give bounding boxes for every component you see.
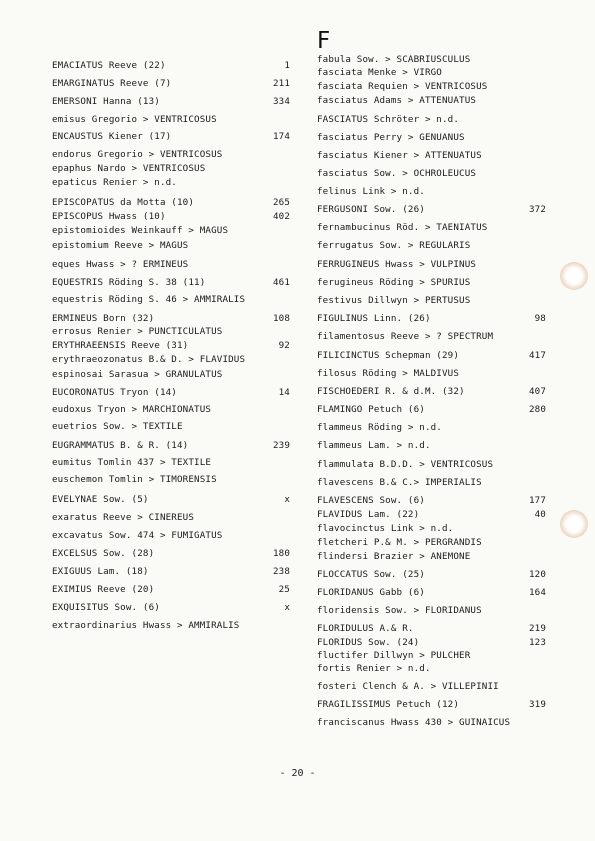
- index-entry: [52, 530, 290, 541]
- entry-number: x: [284, 494, 290, 505]
- entry-name: flindersi Brazier > ANEMONE: [317, 551, 471, 562]
- entry-name: EVELYNAE Sow. (5): [52, 494, 149, 505]
- entry-name: errosus Renier > PUNCTICULATUS: [52, 326, 223, 337]
- entry-name: fasciatus Adams > ATTENUATUS: [317, 95, 477, 106]
- entry-name: fosteri Clench & A. > VILLEPINII: [317, 681, 499, 692]
- index-entry: [52, 354, 290, 365]
- index-entry: [317, 295, 546, 306]
- index-entry: [52, 326, 290, 337]
- index-entry: [52, 340, 290, 351]
- punch-hole: [560, 262, 588, 290]
- index-entry: [317, 222, 546, 233]
- index-entry: [317, 350, 546, 361]
- index-entry: [52, 474, 290, 485]
- entry-number: 40: [534, 509, 546, 520]
- entry-name: epistomioides Weinkauff > MAGUS: [52, 225, 229, 236]
- index-entry: [52, 225, 290, 236]
- index-entry: [52, 584, 290, 595]
- index-entry: [317, 440, 546, 451]
- index-entry: [52, 404, 290, 415]
- index-entry: [317, 95, 546, 106]
- entry-number: 174: [272, 131, 290, 142]
- entry-number: 25: [278, 584, 290, 595]
- entry-name: fasciatus Perry > GENUANUS: [317, 132, 465, 143]
- index-entry: [52, 131, 290, 142]
- index-entry: [52, 620, 290, 631]
- entry-name: FIGULINUS Linn. (26): [317, 313, 431, 324]
- entry-name: ENCAUSTUS Kiener (17): [52, 131, 172, 142]
- index-entry: [52, 177, 290, 188]
- entry-name: fletcheri P.& M. > PERGRANDIS: [317, 537, 482, 548]
- index-entry: [317, 587, 546, 598]
- index-entry: [317, 459, 546, 470]
- index-entry: [52, 149, 290, 160]
- entry-number: 280: [528, 404, 546, 415]
- entry-name: eudoxus Tryon > MARCHIONATUS: [52, 404, 212, 415]
- entry-name: erythraeozonatus B.& D. > FLAVIDUS: [52, 354, 246, 365]
- entry-number: 372: [528, 204, 546, 215]
- entry-name: FASCIATUS Schröter > n.d.: [317, 114, 460, 125]
- entry-name: festivus Dillwyn > PERTUSUS: [317, 295, 471, 306]
- entry-name: FERGUSONI Sow. (26): [317, 204, 425, 215]
- entry-name: fasciata Menke > VIRGO: [317, 67, 442, 78]
- index-entry: [317, 277, 546, 288]
- page-number: - 20 -: [279, 768, 316, 779]
- index-entry: [317, 386, 546, 397]
- entry-name: excavatus Sow. 474 > FUMIGATUS: [52, 530, 223, 541]
- index-entry: [52, 421, 290, 432]
- entry-number: 265: [272, 197, 290, 208]
- entry-name: fluctifer Dillwyn > PULCHER: [317, 650, 471, 661]
- index-entry: [317, 717, 546, 728]
- entry-number: 123: [528, 637, 546, 648]
- index-entry: [317, 67, 546, 78]
- entry-name: floridensis Sow. > FLORIDANUS: [317, 605, 482, 616]
- entry-number: 14: [278, 387, 290, 398]
- index-entry: [52, 240, 290, 251]
- entry-number: 98: [534, 313, 546, 324]
- index-entry: [52, 78, 290, 89]
- entry-number: 461: [272, 277, 290, 288]
- entry-name: equestris Röding S. 46 > AMMIRALIS: [52, 294, 246, 305]
- index-entry: [317, 240, 546, 251]
- entry-name: ferrugatus Sow. > REGULARIS: [317, 240, 471, 251]
- section-letter-heading: F: [317, 28, 331, 54]
- entry-name: EMACIATUS Reeve (22): [52, 60, 166, 71]
- entry-name: EXIGUUS Lam. (18): [52, 566, 149, 577]
- index-entry: [317, 404, 546, 415]
- index-entry: [52, 60, 290, 71]
- entry-name: flammeus Lam. > n.d.: [317, 440, 431, 451]
- entry-name: extraordinarius Hwass > AMMIRALIS: [52, 620, 240, 631]
- index-entry: [52, 369, 290, 380]
- entry-name: FLAVESCENS Sow. (6): [317, 495, 425, 506]
- entry-name: endorus Gregorio > VENTRICOSUS: [52, 149, 223, 160]
- entry-name: filosus Röding > MALDIVUS: [317, 368, 460, 379]
- entry-number: 180: [272, 548, 290, 559]
- index-entry: [317, 605, 546, 616]
- entry-name: franciscanus Hwass 430 > GUINAICUS: [317, 717, 511, 728]
- entry-name: FLORIDUS Sow. (24): [317, 637, 420, 648]
- entry-name: FLAMINGO Petuch (6): [317, 404, 425, 415]
- entry-name: FLORIDULUS A.& R.: [317, 623, 414, 634]
- index-entry: [52, 457, 290, 468]
- index-entry: [317, 623, 546, 634]
- entry-number: 319: [528, 699, 546, 710]
- entry-number: 1: [284, 60, 290, 71]
- entry-name: ERYTHRAEENSIS Reeve (31): [52, 340, 189, 351]
- index-entry: [317, 368, 546, 379]
- entry-name: espinosai Sarasua > GRANULATUS: [52, 369, 223, 380]
- entry-name: FERRUGINEUS Hwass > VULPINUS: [317, 259, 477, 270]
- entry-name: filamentosus Reeve > ? SPECTRUM: [317, 331, 494, 342]
- entry-name: EPISCOPATUS da Motta (10): [52, 197, 195, 208]
- index-entry: [52, 494, 290, 505]
- entry-name: fasciatus Kiener > ATTENUATUS: [317, 150, 482, 161]
- entry-name: epistomium Reeve > MAGUS: [52, 240, 189, 251]
- index-entry: [52, 114, 290, 125]
- entry-name: EMARGINATUS Reeve (7): [52, 78, 172, 89]
- index-entry: [317, 537, 546, 548]
- entry-name: epaticus Renier > n.d.: [52, 177, 177, 188]
- index-entry: [52, 387, 290, 398]
- index-entry: [317, 259, 546, 270]
- index-entry: [317, 699, 546, 710]
- entry-name: EPISCOPUS Hwass (10): [52, 211, 166, 222]
- index-entry: [52, 566, 290, 577]
- entry-name: FRAGILISSIMUS Petuch (12): [317, 699, 460, 710]
- index-entry: [317, 650, 546, 661]
- entry-number: 238: [272, 566, 290, 577]
- entry-name: epaphus Nardo > VENTRICOSUS: [52, 163, 206, 174]
- index-entry: [317, 331, 546, 342]
- index-entry: [52, 313, 290, 324]
- entry-name: felinus Link > n.d.: [317, 186, 425, 197]
- entry-name: FLOCCATUS Sow. (25): [317, 569, 425, 580]
- index-entry: [317, 495, 546, 506]
- index-entry: [317, 569, 546, 580]
- entry-name: eques Hwass > ? ERMINEUS: [52, 259, 189, 270]
- index-entry: [52, 294, 290, 305]
- entry-name: flavescens B.& C.> IMPERIALIS: [317, 477, 482, 488]
- index-entry: [52, 440, 290, 451]
- entry-name: ferugineus Röding > SPURIUS: [317, 277, 471, 288]
- entry-name: fasciata Requien > VENTRICOSUS: [317, 81, 488, 92]
- index-entry: [317, 313, 546, 324]
- index-entry: [317, 204, 546, 215]
- entry-name: EXQUISITUS Sow. (6): [52, 602, 160, 613]
- index-entry: [317, 132, 546, 143]
- entry-name: EXCELSUS Sow. (28): [52, 548, 155, 559]
- entry-name: emisus Gregorio > VENTRICOSUS: [52, 114, 217, 125]
- entry-number: 211: [272, 78, 290, 89]
- entry-name: flammeus Röding > n.d.: [317, 422, 442, 433]
- index-entry: [317, 509, 546, 520]
- entry-name: fabula Sow. > SCABRIUSCULUS: [317, 54, 471, 65]
- index-entry: [52, 96, 290, 107]
- index-entry: [52, 259, 290, 270]
- entry-number: 108: [272, 313, 290, 324]
- entry-number: 417: [528, 350, 546, 361]
- entry-number: 92: [278, 340, 290, 351]
- index-entry: [317, 663, 546, 674]
- index-entry: [317, 523, 546, 534]
- index-entry: [52, 211, 290, 222]
- entry-number: 164: [528, 587, 546, 598]
- entry-number: 219: [528, 623, 546, 634]
- entry-number: 239: [272, 440, 290, 451]
- entry-name: FISCHOEDERI R. & d.M. (32): [317, 386, 465, 397]
- entry-number: x: [284, 602, 290, 613]
- index-entry: [317, 637, 546, 648]
- entry-name: FLORIDANUS Gabb (6): [317, 587, 425, 598]
- index-entry: [317, 186, 546, 197]
- entry-name: exaratus Reeve > CINEREUS: [52, 512, 195, 523]
- index-entry: [52, 277, 290, 288]
- entry-number: 402: [272, 211, 290, 222]
- index-entry: [52, 197, 290, 208]
- punch-hole: [560, 510, 588, 538]
- index-entry: [317, 551, 546, 562]
- index-entry: [52, 548, 290, 559]
- entry-name: euschemon Tomlin > TIMORENSIS: [52, 474, 217, 485]
- entry-name: EMERSONI Hanna (13): [52, 96, 160, 107]
- entry-name: flavocinctus Link > n.d.: [317, 523, 454, 534]
- entry-name: FILICINCTUS Schepman (29): [317, 350, 460, 361]
- index-entry: [317, 477, 546, 488]
- index-entry: [52, 512, 290, 523]
- entry-name: ERMINEUS Born (32): [52, 313, 155, 324]
- index-entry: [317, 114, 546, 125]
- entry-name: fortis Renier > n.d.: [317, 663, 431, 674]
- entry-name: EXIMIUS Reeve (20): [52, 584, 155, 595]
- index-entry: [317, 54, 546, 65]
- index-entry: [52, 602, 290, 613]
- index-entry: [52, 163, 290, 174]
- entry-name: euetrios Sow. > TEXTILE: [52, 421, 183, 432]
- entry-name: EUCORONATUS Tryon (14): [52, 387, 177, 398]
- entry-number: 334: [272, 96, 290, 107]
- entry-number: 120: [528, 569, 546, 580]
- index-entry: [317, 422, 546, 433]
- index-entry: [317, 681, 546, 692]
- entry-name: fernambucinus Röd. > TAENIATUS: [317, 222, 488, 233]
- index-entry: [317, 168, 546, 179]
- entry-number: 177: [528, 495, 546, 506]
- entry-name: EUGRAMMATUS B. & R. (14): [52, 440, 189, 451]
- entry-number: 407: [528, 386, 546, 397]
- index-entry: [317, 150, 546, 161]
- index-entry: [317, 81, 546, 92]
- entry-name: fasciatus Sow. > OCHROLEUCUS: [317, 168, 477, 179]
- entry-name: eumitus Tomlin 437 > TEXTILE: [52, 457, 212, 468]
- entry-name: EQUESTRIS Röding S. 38 (11): [52, 277, 206, 288]
- entry-name: FLAVIDUS Lam. (22): [317, 509, 420, 520]
- entry-name: flammulata B.D.D. > VENTRICOSUS: [317, 459, 494, 470]
